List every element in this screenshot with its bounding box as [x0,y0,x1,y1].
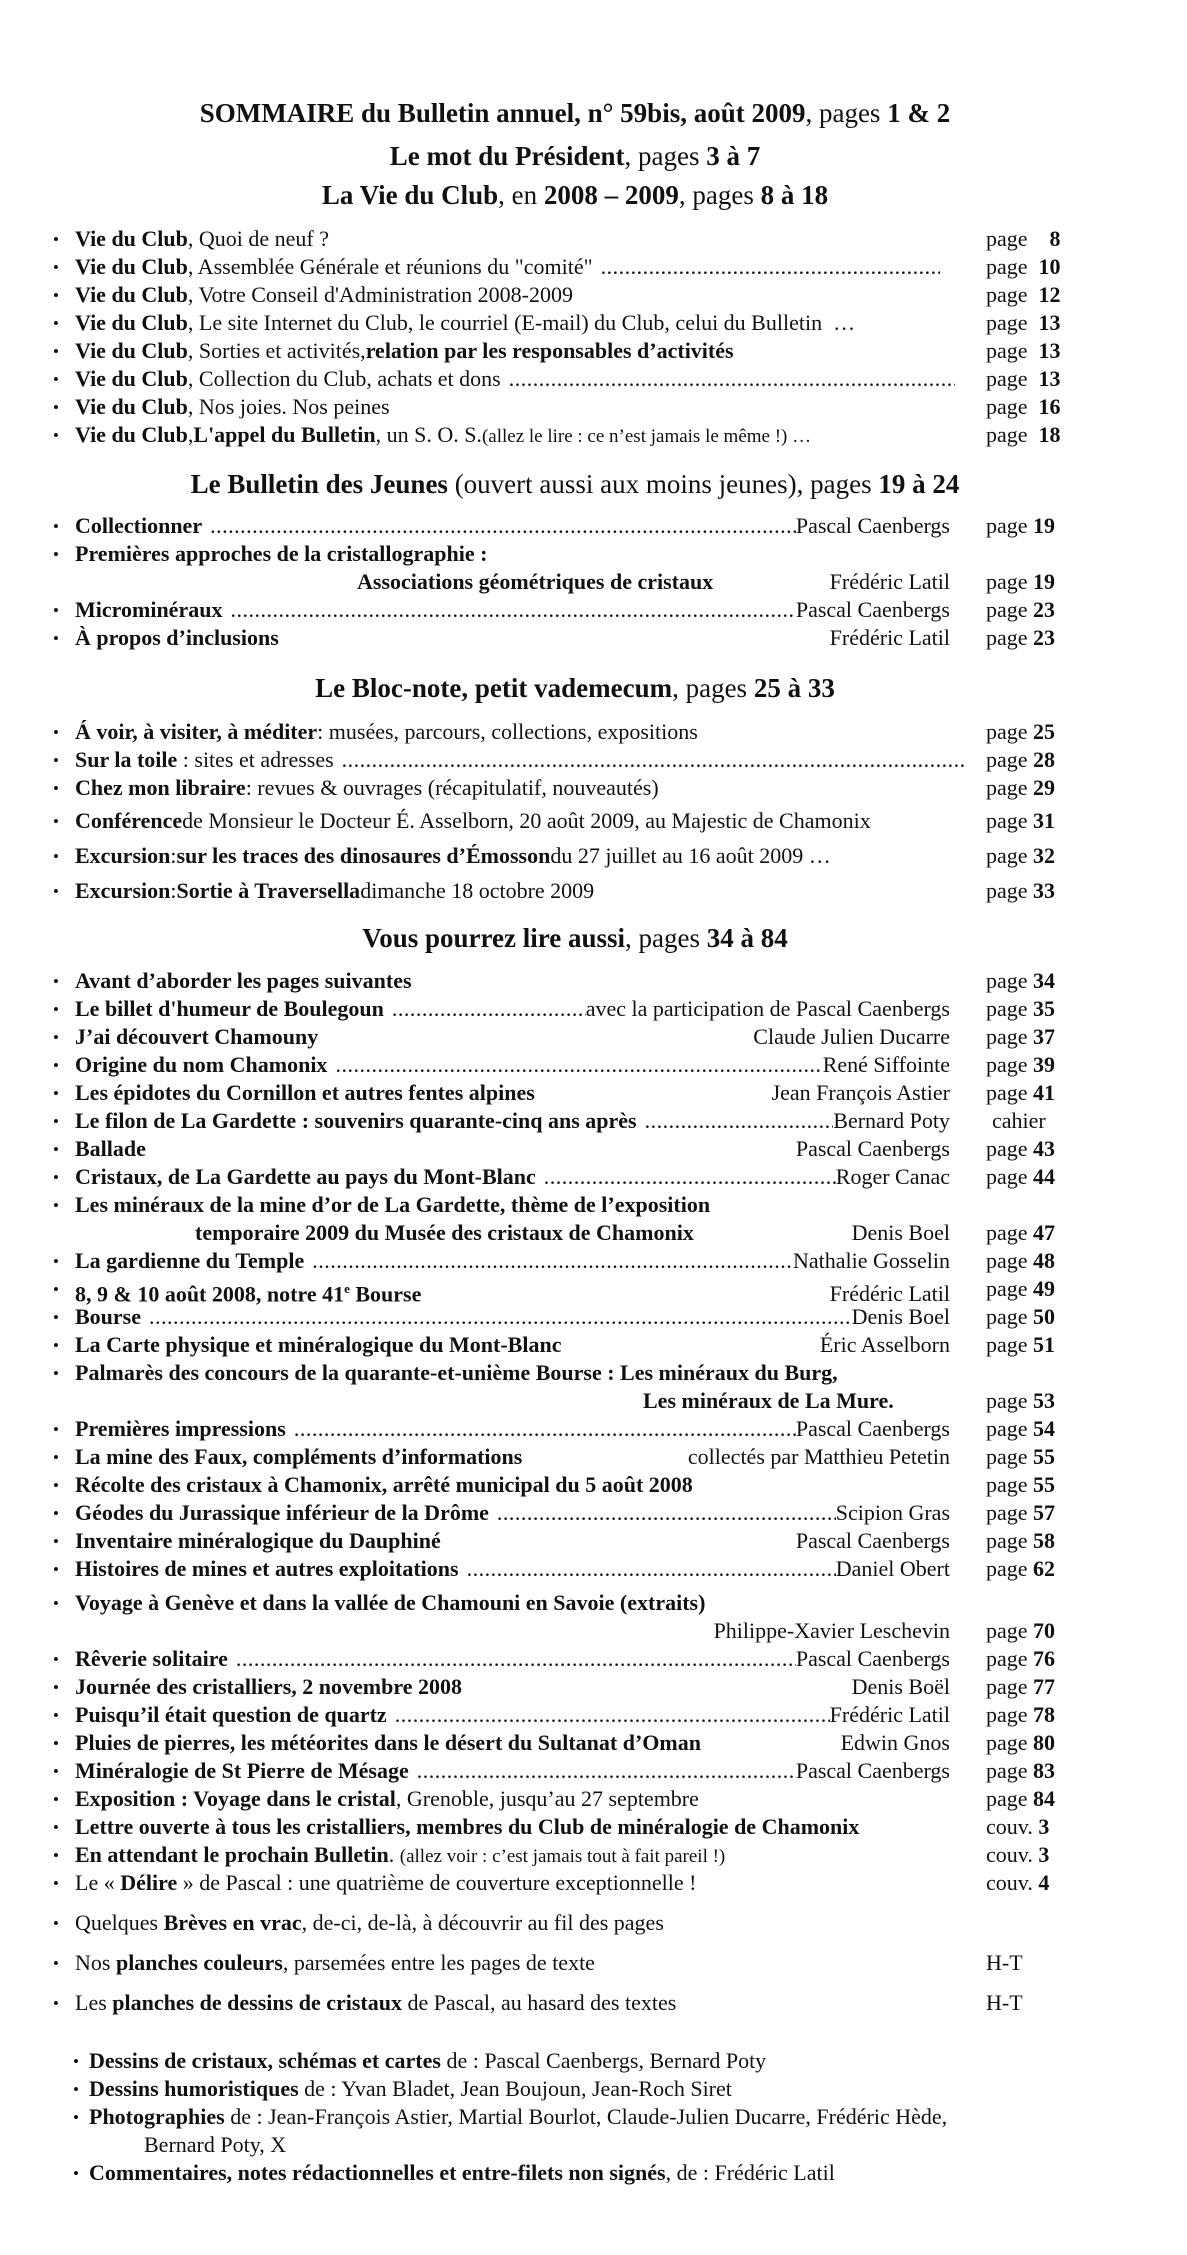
title-bold-pages: 25 à 33 [753,673,835,703]
dot-leader [327,1052,822,1078]
dot-leader [286,1416,796,1442]
list-item: Histoires de mines et autres exploitations ..... Daniel Obert [75,1556,950,1582]
author: Bernard Poty [833,1108,950,1133]
page-ref: page 25 [986,719,1056,744]
author: Éric Asselborn [819,1332,950,1357]
dot-leader [501,366,955,392]
author: Pascal Caenbergs [795,597,950,622]
list-item: Ballade Pascal Caenbergs [75,1136,950,1161]
page-ref: H-T [986,1990,1023,2015]
bullet: • [53,1762,59,1781]
credit-line: Photographies de : Jean-François Astier, Martial Bourlot, Claude-Julien Ducarre, Frédéric Hède, [89,2104,948,2129]
list-item: À propos d’inclusions Frédéric Latil [75,625,950,650]
dot-leader [304,1248,793,1274]
bullet: • [53,1196,59,1215]
list-item: Vie du Club, Collection du Club, achats et dons ..... [75,366,955,392]
bullet: • [53,1678,59,1697]
list-item: Inventaire minéralogique du Dauphiné Pascal Caenbergs [75,1528,950,1553]
dot-leader [222,597,795,623]
list-item: Nos planches couleurs, parsemées entre les pages de texte [75,1950,595,1975]
list-item: Vie du Club, Assemblée Générale et réunions du "comité" ..... [75,254,940,280]
author: Daniel Obert [835,1556,950,1581]
author: Scipion Gras [835,1500,950,1525]
list-item: Excursion : Sortie à Traversella dimanche 18 octobre 2009 [75,878,595,903]
bullet: • [53,779,59,798]
page-ref: page 62 [986,1556,1056,1581]
list-item: Microminéraux ..... Pascal Caenbergs [75,597,950,623]
list-item: Bourse ..... Denis Boel [75,1304,950,1330]
list-item: Chez mon libraire : revues & ouvrages (récapitulatif, nouveautés) [75,775,659,800]
section-title-president [0,140,1150,172]
title-text: , pages [625,923,707,953]
page-ref: page 54 [986,1416,1056,1441]
title-bold-pages: 19 à 24 [878,469,960,499]
list-item: 8, 9 & 10 août 2008, notre 41e Bourse Frédéric Latil [75,1281,950,1307]
bullet: • [53,629,59,648]
list-item: Pluies de pierres, les météorites dans le désert du Sultanat d’Oman Edwin Gnos [75,1730,950,1755]
page-ref: page 70 [986,1618,1056,1643]
bullet: • [53,1560,59,1579]
summary-title [0,97,1150,129]
bullet: • [53,370,59,389]
page-ref: page 39 [986,1052,1056,1077]
bullet: • [73,2052,79,2071]
list-item: Les épidotes du Cornillon et autres fentes alpines Jean François Astier [75,1080,950,1105]
bullet: • [53,972,59,991]
dot-leader [536,1164,836,1190]
page-ref: page 43 [986,1136,1056,1161]
dot-leader [334,747,965,773]
bullet: • [53,1476,59,1495]
bullet: • [53,1532,59,1551]
bullet: • [53,1252,59,1271]
list-item: Le « Délire » de Pascal : une quatrième de couverture exceptionnelle ! [75,1870,697,1895]
author: Frédéric Latil [829,1281,950,1307]
bullet: • [53,1028,59,1047]
author: Frédéric Latil [829,625,950,650]
bullet: • [73,2108,79,2127]
bullet: • [53,517,59,536]
author: Pascal Caenbergs [795,1758,950,1783]
bullet: • [53,1914,59,1933]
bullet: • [53,751,59,770]
list-item: La Carte physique et minéralogique du Mont-Blanc Éric Asselborn [75,1332,950,1357]
bullet: • [53,1420,59,1439]
bullet: • [53,1000,59,1019]
list-item: Avant d’aborder les pages suivantes [75,968,412,993]
list-item: Premières approches de la cristallographie : [75,541,488,566]
page-ref: page 83 [986,1758,1056,1783]
bullet: • [53,847,59,866]
page-ref: page 32 [986,843,1056,868]
page-ref: couv. 3 [986,1842,1050,1867]
page-ref: page 29 [986,775,1056,800]
list-item: Puisqu’il était question de quartz ..... Frédéric Latil [75,1702,950,1728]
list-item: Associations géométriques de cristaux Frédéric Latil [357,569,950,594]
bullet: • [53,1994,59,2013]
list-item: Minéralogie de St Pierre de Mésage ..... Pascal Caenbergs [75,1758,950,1784]
bullet: • [53,1594,59,1613]
title-bold-pages: 34 à 84 [706,923,788,953]
list-item: Voyage à Genève et dans la vallée de Chamouni en Savoie (extraits) [75,1590,706,1615]
author: Frédéric Latil [829,1702,950,1727]
page-ref: page 55 [986,1472,1056,1497]
list-item: Vie du Club , Nos joies. Nos peines [75,394,390,419]
bullet: • [53,1336,59,1355]
bullet: • [53,1056,59,1075]
title-bold: Vous pourrez lire aussi [362,923,626,953]
list-item: Le filon de La Gardette : souvenirs quarante-cinq ans après ..... Bernard Poty [75,1108,950,1134]
dot-leader [593,254,940,280]
title-text: , pages [624,141,707,171]
page-ref: page 80 [986,1730,1056,1755]
author: collectés par Matthieu Petetin [687,1444,950,1469]
page-ref: page 76 [986,1646,1056,1671]
title-bold: 2008 – 2009 [543,180,679,210]
list-item: Palmarès des concours de la quarante-et-unième Bourse : Les minéraux du Burg, [75,1360,838,1385]
section-title-jeunes [0,468,1150,500]
list-item: Vie du Club , Quoi de neuf ? [75,226,330,251]
list-item: Origine du nom Chamonix ..... René Siffointe [75,1052,950,1078]
page-ref: page 57 [986,1500,1056,1525]
dot-leader [202,513,796,539]
title-bold: Le Bloc-note, petit vademecum [315,673,673,703]
page-ref: page 84 [986,1786,1056,1811]
bullet: • [53,1168,59,1187]
page-ref: couv. 3 [986,1814,1050,1839]
page-ref: page 77 [986,1674,1056,1699]
list-item: Rêverie solitaire ..... Pascal Caenbergs [75,1646,950,1672]
bullet: • [53,1364,59,1383]
author: Roger Canac [835,1164,950,1189]
dot-leader [637,1108,834,1134]
page-ref: H-T [986,1950,1023,1975]
author: Denis Boel [851,1304,950,1329]
bullet: • [53,342,59,361]
title-bold: Le Bulletin des Jeunes [190,469,448,499]
list-item: temporaire 2009 du Musée des cristaux de Chamonix Denis Boel [195,1220,950,1245]
page-ref: page 41 [986,1080,1056,1105]
page-ref: page 33 [986,878,1056,903]
author: Pascal Caenbergs [795,1528,950,1553]
list-item: Les minéraux de La Mure. [643,1388,894,1413]
section-title-vie-club [0,179,1150,211]
title-bold-pages: 3 à 7 [706,141,761,171]
bullet: • [53,1140,59,1159]
title-bold: Le mot du Président [389,141,625,171]
list-item: Collectionner ..... Pascal Caenbergs [75,513,950,539]
list-item: Excursion : sur les traces des dinosaures d’Émosson du 27 juillet au 16 août 2009 … [75,843,831,868]
bullet: • [53,1846,59,1865]
page-ref: page 53 [986,1388,1056,1413]
list-item: Conférence de Monsieur le Docteur É. Asselborn, 20 août 2009, au Majestic de Chamonix [75,808,871,833]
title-text: , pages [678,180,761,210]
page-ref: page 19 [986,569,1056,594]
author: Pascal Caenbergs [795,513,950,538]
bullet: • [53,601,59,620]
page-ref: page 44 [986,1164,1056,1189]
list-item: Vie du Club , Le site Internet du Club, le courriel (E-mail) du Club, celui du Bulletin … [75,310,856,335]
page-ref: page 35 [986,996,1056,1021]
bullet: • [53,1084,59,1103]
credit-line: Bernard Poty, X [144,2132,287,2157]
page-ref: cahier [992,1108,1046,1133]
page-ref: page 49 [986,1276,1056,1301]
dot-leader [387,1702,830,1728]
dot-leader [459,1556,836,1582]
bullet: • [53,1504,59,1523]
page-ref: page 55 [986,1444,1056,1469]
list-item: En attendant le prochain Bulletin. (allez voir : c’est jamais tout à fait pareil !) [75,1842,726,1867]
bullet: • [53,230,59,249]
list-item: Géodes du Jurassique inférieur de la Drôme ..... Scipion Gras [75,1500,950,1526]
list-item: Cristaux, de La Gardette au pays du Mont-Blanc ..... Roger Canac [75,1164,950,1190]
title-text: , pages [672,673,754,703]
list-item: Vie du Club , Sorties et activités, relation par les responsables d’activités [75,338,734,363]
list-item: Vie du Club , Votre Conseil d'Administration 2008-2009 [75,282,573,307]
list-item: Quelques Brèves en vrac, de-ci, de-là, à découvrir au fil des pages [75,1910,664,1935]
bullet: • [53,882,59,901]
credit-line: Dessins humoristiques de : Yvan Bladet, Jean Boujoun, Jean-Roch Siret [89,2076,732,2101]
bullet: • [53,1280,59,1299]
bullet: • [73,2080,79,2099]
list-item: Exposition : Voyage dans le cristal, Grenoble, jusqu’au 27 septembre [75,1786,699,1811]
page-ref: page 58 [986,1528,1056,1553]
page-ref: page 51 [986,1332,1056,1357]
list-item: Récolte des cristaux à Chamonix, arrêté municipal du 5 août 2008 [75,1472,693,1497]
list-item: La gardienne du Temple ..... Nathalie Gosselin [75,1248,950,1274]
dot-leader [228,1646,796,1672]
list-item: Sur la toile : sites et adresses ..... [75,747,965,773]
bullet: • [53,286,59,305]
bullet: • [73,2164,79,2183]
page-ref: page 23 [986,597,1056,622]
credit-line: Dessins de cristaux, schémas et cartes de : Pascal Caenbergs, Bernard Poty [89,2048,767,2073]
bullet: • [53,426,59,445]
bullet: • [53,1112,59,1131]
title-bold: La Vie du Club [321,180,499,210]
author: Denis Boël [851,1674,950,1699]
author: Pascal Caenbergs [795,1646,950,1671]
page-ref: page 16 [986,394,1061,419]
dot-leader [141,1304,852,1330]
author: Nathalie Gosselin [792,1248,950,1273]
list-item: Les minéraux de la mine d’or de La Gardette, thème de l’exposition [75,1192,711,1217]
page-ref: page 12 [986,282,1061,307]
page-ref: page 13 [986,338,1061,363]
author: Frédéric Latil [829,569,950,594]
list-item: J’ai découvert Chamouny Claude Julien Ducarre [75,1024,950,1049]
bullet: • [53,1448,59,1467]
dot-leader [409,1758,796,1784]
bullet: • [53,1650,59,1669]
author: Philippe-Xavier Leschevin [713,1618,950,1643]
bullet: • [53,1308,59,1327]
list-item: Les planches de dessins de cristaux de Pascal, au hasard des textes [75,1990,677,2015]
page-ref: page 34 [986,968,1056,993]
list-item: Vie du Club , L'appel du Bulletin , un S. O. S. (allez le lire : ce n’est jamais le même !) … [75,422,812,447]
list-item: Lettre ouverte à tous les cristalliers, membres du Club de minéralogie de Chamonix [75,1814,860,1839]
bullet: • [53,398,59,417]
bullet: • [53,1706,59,1725]
page-ref: page 50 [986,1304,1056,1329]
page-ref: page 13 [986,366,1061,391]
list-item: Premières impressions ..... Pascal Caenbergs [75,1416,950,1442]
list-item: La mine des Faux, compléments d’informations collectés par Matthieu Petetin [75,1444,950,1469]
section-title-bloc-note [0,672,1150,704]
bullet: • [53,1818,59,1837]
bullet: • [53,1954,59,1973]
title-text: , pages [805,98,888,128]
author: Pascal Caenbergs [795,1136,950,1161]
section-title-lire-aussi [0,922,1150,954]
page-ref: page 48 [986,1248,1056,1273]
credit-line: Commentaires, notes rédactionnelles et entre-filets non signés, de : Frédéric Latil [89,2160,835,2185]
page-ref: page 23 [986,625,1056,650]
page-ref: page 8 [986,226,1061,251]
bullet: • [53,723,59,742]
title-text: , en [498,180,544,210]
page-ref: page 19 [986,513,1056,538]
list-item [75,1618,950,1644]
page-ref: page 28 [986,747,1056,772]
page-ref: page 78 [986,1702,1056,1727]
page-ref: page 31 [986,808,1056,833]
author: Jean François Astier [771,1080,950,1105]
title-bold: SOMMAIRE du Bulletin annuel, n° 59bis, août 2009 [199,98,806,128]
page-ref: page 37 [986,1024,1056,1049]
page-ref: couv. 4 [986,1870,1050,1895]
author: avec la participation de Pascal Caenbergs [585,996,950,1021]
bullet: • [53,545,59,564]
bullet: • [53,1874,59,1893]
list-item: Journée des cristalliers, 2 novembre 2008 Denis Boël [75,1674,950,1699]
bullet: • [53,812,59,831]
page-ref: page 10 [986,254,1061,279]
dot-leader [384,996,586,1022]
author: René Siffointe [822,1052,950,1077]
title-bold-pages: 8 à 18 [760,180,829,210]
dot-leader [489,1500,836,1526]
author: Pascal Caenbergs [795,1416,950,1441]
bullet: • [53,314,59,333]
bullet: • [53,1790,59,1809]
title-text: (ouvert aussi aux moins jeunes), pages [447,469,879,499]
author: Denis Boel [851,1220,950,1245]
page-ref: page 47 [986,1220,1056,1245]
author: Claude Julien Ducarre [753,1024,950,1049]
list-item: Le billet d'humeur de Boulegoun ..... avec la participation de Pascal Caenbergs [75,996,950,1022]
page-ref: page 13 [986,310,1061,335]
list-item: Á voir, à visiter, à méditer : musées, parcours, collections, expositions [75,719,698,744]
title-bold-pages: 1 & 2 [887,98,951,128]
author: Edwin Gnos [840,1730,950,1755]
page-ref: page 18 [986,422,1061,447]
bullet: • [53,1734,59,1753]
bullet: • [53,258,59,277]
